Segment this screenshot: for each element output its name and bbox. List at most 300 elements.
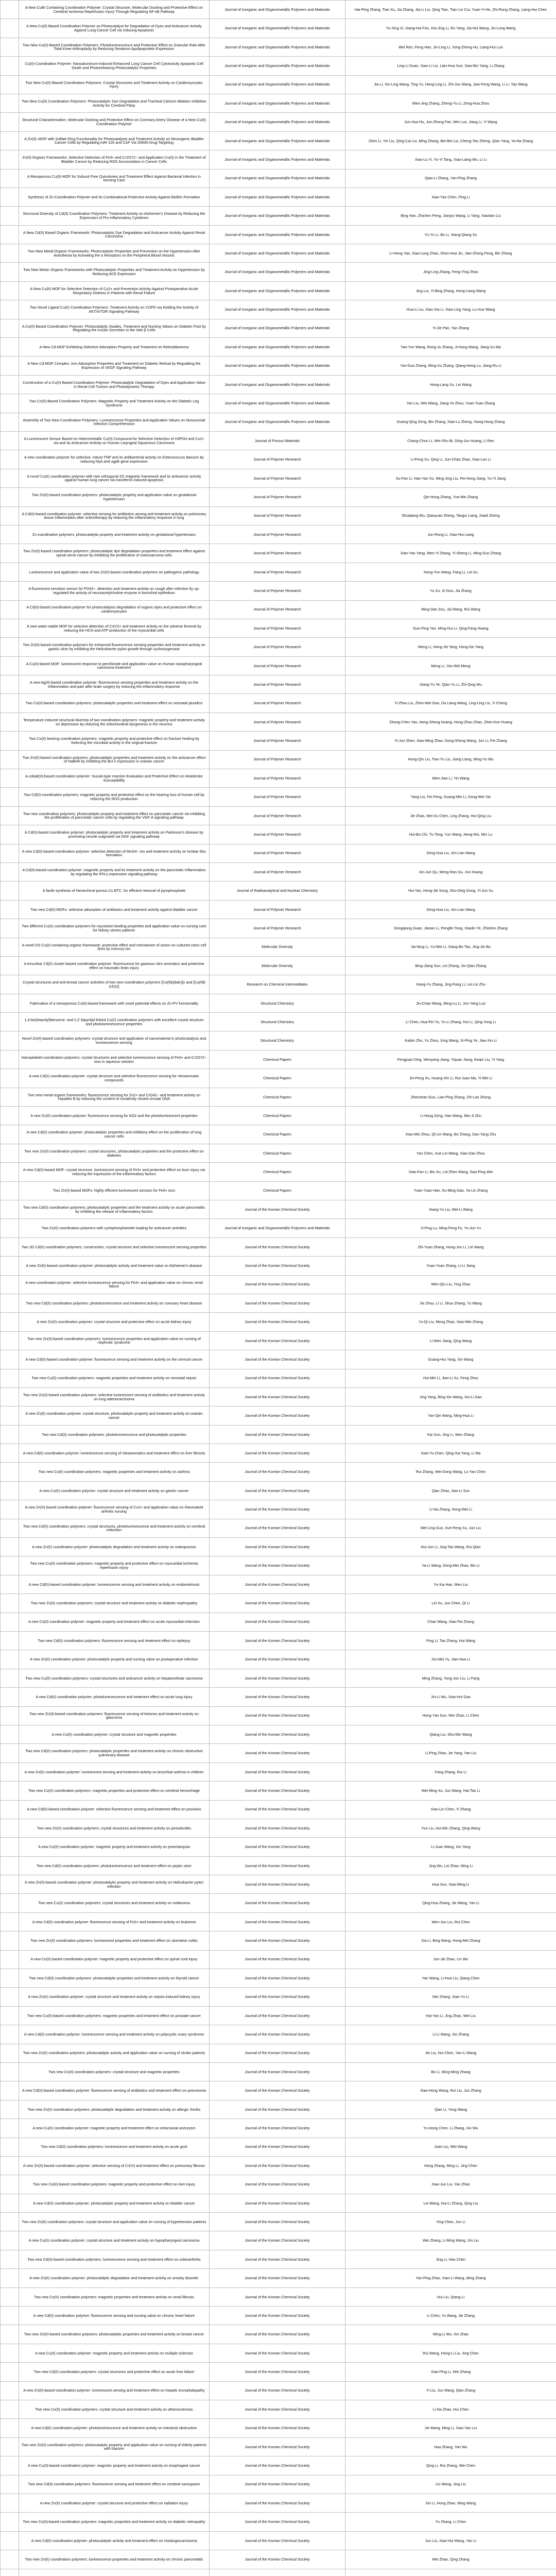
journal-name: Journal of the Korean Chemical Society	[210, 2231, 345, 2250]
row-number	[1, 919, 19, 938]
author-list: Qing Li, Rui Zhang, Wei Chen	[345, 2456, 556, 2475]
article-title: A new Cd(II) coordination polymer: crystal structure and selective fluorescence sensing for nitroaromatic compounds	[19, 1069, 210, 1088]
author-list: Kai Sun, Jing Li, Wen Zhang	[345, 1425, 556, 1444]
journal-name: Journal of the Korean Chemical Society	[210, 1556, 345, 1575]
table-row	[1, 469, 556, 487]
author-list: Hong-Qin Liu, Tian-Yu Liu, Jiang Liang, Ming-Yu Wu	[345, 750, 556, 769]
article-title: A new Zn(II)-based coordination polymer: fluorescence sensing of Cu2+ and application value on rheumatoid arthritis nursing	[19, 1500, 210, 1519]
article-title: A new Co(II) coordination polymer: magnetic property and treatment activity on preeclampsia	[19, 1838, 210, 1856]
article-title: Two new Cu(II) coordination polymers: crystal structures and anticancer activity on hepatocellular carcinoma	[19, 1669, 210, 1687]
row-number	[1, 1050, 19, 1069]
article-title: Two new coordination polymers: photocatalytic property and treatment effect on pancreatic cancer via inhibiting the proliferation of pancreatic cancer cells by regulating the VGF-A signaling pathway	[19, 806, 210, 825]
journal-name: Journal of Polymer Research	[210, 788, 345, 806]
row-number	[1, 57, 19, 75]
row-number	[1, 2513, 19, 2531]
journal-name: Journal of Inorganic and Organometallic Polymers and Materials	[210, 169, 345, 188]
table-row	[1, 2062, 556, 2081]
author-list: Jia-Ning Li, Yu-Wei Li, Xiang-Bo Tan, Jing-Jie Bu	[345, 938, 556, 956]
row-number	[1, 1219, 19, 1238]
table-row	[1, 975, 556, 994]
row-number	[1, 2456, 19, 2475]
row-number	[1, 1519, 19, 1537]
article-title: A new Cd(II) coordination polymer: luminescence sensing of nitroaromatics and treatment effect on liver fibrosis	[19, 1444, 210, 1463]
author-list: Kaibin Zhu, Yu Zhou, Xing Wang, Xi-Ping Ye, Jian-Xin Li	[345, 1031, 556, 1050]
table-row	[1, 1481, 556, 1500]
journal-name: Journal of Inorganic and Organometallic Polymers and Materials	[210, 57, 345, 75]
journal-name: Journal of Polymer Research	[210, 506, 345, 525]
article-title: 1,3-bis(triazolyl)benzene- and 2,2'-bipyridyl-linked Cu(II) coordination polymers with excellent crystal structure and photoluminescence properties	[19, 1013, 210, 1031]
author-list: Yi-Jie Pan, Yan Zhang	[345, 319, 556, 337]
journal-name: Journal of the Korean Chemical Society	[210, 2194, 345, 2212]
article-title: A new Zn(II)-based coordination polymer: luminescent sensing and treatment effect on hepatic encephalopathy	[19, 2381, 210, 2400]
table-row	[1, 600, 556, 619]
author-list: Guang-Hui Yang, Xin Wang	[345, 1350, 556, 1369]
journal-name: Journal of Inorganic and Organometallic Polymers and Materials	[210, 150, 345, 169]
row-number	[1, 450, 19, 469]
table-row	[1, 2156, 556, 2175]
journal-name: Journal of the Korean Chemical Society	[210, 2100, 345, 2119]
journal-name: Journal of the Korean Chemical Society	[210, 2250, 345, 2268]
table-row	[1, 506, 556, 525]
author-list: Yu-Xia Han, Wen Liu	[345, 1575, 556, 1594]
author-list: Hui-Min Li, Jian-Li Xu, Feng Zhou	[345, 1369, 556, 1387]
article-title: Two Zn(II)-based MOFs: highly efficient luminescent sensors for Fe3+ ions	[19, 1181, 210, 1200]
journal-name: Journal of Polymer Research	[210, 694, 345, 713]
article-title: Luminescence and application value of two Zn(II)-based coordination polymers on pathogenic pathology	[19, 563, 210, 581]
journal-name: Journal of the Korean Chemical Society	[210, 1819, 345, 1837]
row-number	[1, 1481, 19, 1500]
article-title: Two New Metal-Organic Frameworks: Photocatalytic Properties and Prevention on the Hypertension After Anesthesia by Activating the α Receptors on the Peripheral Blood Vessels	[19, 244, 210, 263]
author-list: Hui Liu, Qiang Li	[345, 2287, 556, 2306]
article-title: A new Cd(II) coordination polymer: photocatalytic property and treatment activity on bladder cancer	[19, 2194, 210, 2212]
table-row	[1, 1200, 556, 1219]
author-list: Hua-Li Liu, Xiao-Xia Li, Xiao-Ling Yang, Lu-Xue Wang	[345, 300, 556, 319]
journal-name: Molecular Diversity	[210, 956, 345, 975]
author-list: Wei-Ming Xu, Jun Wang, Hai-Tao Li	[345, 1782, 556, 1800]
author-list: Zhen Li, Yin Liu, Qing-Cai Liu, Ming Zhang, Bei-Bei Liu, Cheng-Tao Zheng, Qian Yang, Ya-Na Zhang	[345, 131, 556, 150]
journal-name: Journal of the Korean Chemical Society	[210, 2325, 345, 2344]
row-number	[1, 1762, 19, 1781]
journal-name: Journal of the Korean Chemical Society	[210, 1275, 345, 1294]
journal-name: Journal of the Korean Chemical Society	[210, 1369, 345, 1387]
row-number	[1, 338, 19, 357]
author-list: Wei Zhao, Qing Zhang	[345, 2550, 556, 2569]
article-title: Two new Cd(II) coordination polymers: photocatalytic properties and treatment activity on chronic obstructive pulmonary disease	[19, 1744, 210, 1762]
author-list: Meng Li, Yan-Wei Meng	[345, 656, 556, 675]
journal-name: Structural Chemistry	[210, 1013, 345, 1031]
table-row	[1, 994, 556, 1012]
row-number	[1, 94, 19, 112]
journal-name: Journal of Polymer Research	[210, 844, 345, 862]
row-number	[1, 207, 19, 225]
article-title: Two new Zn(II)-based coordination polymers: selective luminescent sensing of antibiotics and treatment activity on lung adenocarcinoma	[19, 1387, 210, 1406]
author-list: Hong-Yan Sun, Wei Zhao, Li Chen	[345, 1706, 556, 1725]
table-row	[1, 2363, 556, 2381]
author-list: Jin-Chao Wang, Ming-Lu Li, Jun-Yang Luo	[345, 994, 556, 1012]
table-row	[1, 788, 556, 806]
journal-name: Chemical Papers	[210, 1069, 345, 1088]
author-list: Li-Hong Yao, Xiao-Long Zhao, Shun-Hua Jin, Jian-Zhong Peng, Bin Zhang	[345, 244, 556, 263]
article-title: Two new Zn(II)-based coordination polymers: photocatalytic properties and treatment activity on breast cancer	[19, 2325, 210, 2344]
author-list: Yan-Qin Wang, Ming-Hua Li	[345, 1406, 556, 1425]
author-list: Shuiqiang Wu, Qiaoyuan Zheng, Tangui Liang, Xiaoli Zheng	[345, 506, 556, 525]
article-title: Two new Cd(II) coordination polymers: photocatalytic properties and treatment activity on thyroid cancer	[19, 1969, 210, 1988]
table-row	[1, 1556, 556, 1575]
article-title: A New Cd-MOF Complex: Iron Adsorption Properties and Treatment on Diabetic Retinal by Regulating the Expression of VEGF Signaling Pathway	[19, 357, 210, 375]
author-list: Li-Ping Zhao, Jie Yang, Yan Liu	[345, 1744, 556, 1762]
row-number	[1, 2419, 19, 2437]
row-number	[1, 525, 19, 544]
article-title: Two new Zn(II) coordination polymers: luminescence properties and treatment activity on chronic pancreatitis	[19, 2550, 210, 2569]
author-list: Yi-Jun Shen, Xiao-Ming Zhao, Dong-Sheng Wang, Jun Li, Pei Zhang	[345, 732, 556, 750]
article-title: A new Zn(II)-based coordination polymer: photocatalytic activity and treatment value on Alzheimer's disease	[19, 1257, 210, 1275]
table-row	[1, 544, 556, 563]
row-number	[1, 1163, 19, 1181]
author-list: Yuan-Yuan Zhang, Li-Li Jiang	[345, 1257, 556, 1275]
table-row	[1, 244, 556, 263]
journal-name: Journal of Polymer Research	[210, 582, 345, 600]
row-number	[1, 2550, 19, 2569]
table-row	[1, 1838, 556, 1856]
article-title: A Cd(II)-based coordination polymer for photocatalysis degradation of organic dyes and protective effect on cardiomyocytes	[19, 600, 210, 619]
row-number	[1, 2437, 19, 2456]
table-row	[1, 113, 556, 131]
row-number	[1, 938, 19, 956]
article-title: Two Cd(II)-coordination polymers: magnetic property and protective effect on the hearing loss of human cell by reducing the ROS production	[19, 788, 210, 806]
author-list: Bing-Jiang Sun, Lei Zhang, Jin-Qiao Zhang	[345, 956, 556, 975]
table-row	[1, 732, 556, 750]
row-number	[1, 2494, 19, 2512]
journal-name: Journal of Inorganic and Organometallic Polymers and Materials	[210, 94, 345, 112]
article-title: A new Cd(II) coordination polymer: photocatalytic properties and inhibitory effect on the proliferation of lung cancer cells	[19, 1125, 210, 1144]
author-list: Xiao-Mei Zhou, Qi-Lin Wang, Bo Zhang, Dan-Yang Zhu	[345, 1125, 556, 1144]
table-row	[1, 1538, 556, 1556]
journal-name: Journal of the Korean Chemical Society	[210, 1762, 345, 1781]
journal-name: Journal of Polymer Research	[210, 619, 345, 637]
journal-name: Journal of the Korean Chemical Society	[210, 1313, 345, 1331]
article-title: Two New Metal–Organic Frameworks with Photocatalytic Properties and Treatment Activity on Hypertension by Reducing ACE Expression	[19, 263, 210, 281]
journal-name: Journal of the Korean Chemical Society	[210, 1688, 345, 1706]
article-title: Two Zn(II)-based coordination polymers for enhanced fluorescence sensing properties and treatment activity on gastric ulcer by inhibiting the Helicobacter pylori growth through cyclooxygenase	[19, 638, 210, 656]
journal-name: Journal of the Korean Chemical Society	[210, 2437, 345, 2456]
author-list: Hong-Lang Xu, Lei Wang	[345, 375, 556, 394]
row-number	[1, 1257, 19, 1275]
table-row	[1, 131, 556, 150]
author-list: Lei Xu, Jun Chen, Qi Li	[345, 1594, 556, 1613]
row-number	[1, 1575, 19, 1594]
journal-name: Chemical Papers	[210, 1144, 345, 1162]
row-number	[1, 1387, 19, 1406]
author-list: Wei Zhang, Li-Ming Wang, Xin Liu	[345, 2231, 556, 2250]
row-number	[1, 225, 19, 244]
row-number	[1, 413, 19, 431]
author-list: Yi Liu, Jun Wang, Qian Zhang	[345, 2381, 556, 2400]
row-number	[1, 713, 19, 731]
journal-name: Journal of the Korean Chemical Society	[210, 2307, 345, 2325]
article-title: Two new Zn(II) coordination polymers: photocatalytic activity and application value on nursing of stroke patients	[19, 2044, 210, 2062]
row-number	[1, 1744, 19, 1762]
table-row	[1, 2437, 556, 2456]
table-row	[1, 19, 556, 38]
journal-name: Journal of the Korean Chemical Society	[210, 1894, 345, 1912]
row-number	[1, 2344, 19, 2362]
article-title: A new Zn(II) coordination polymer: crystal structure and protective effect on acute kidney injury	[19, 1313, 210, 1331]
author-list: Mei Zhang, Xiao-Yu Li	[345, 1988, 556, 2006]
row-number	[1, 1650, 19, 1669]
journal-name: Journal of the Korean Chemical Society	[210, 1538, 345, 1556]
journal-name: Journal of the Korean Chemical Society	[210, 2494, 345, 2512]
author-list: Li-Na Zhang, Hong-Wei Li	[345, 1500, 556, 1519]
article-title: Structural Diversity of Cd(II) Coordination Polymers: Treatment Activity on Alzheimer's Disease by Reducing the Expression of Pro-inflammatory Cytokines	[19, 207, 210, 225]
table-row	[1, 1575, 556, 1594]
article-title: A new Cd(II)-based coordination polymer: fluorescence sensing and treatment activity on the cervical cancer	[19, 1350, 210, 1369]
journal-name: Journal of the Korean Chemical Society	[210, 2175, 345, 2194]
table-row	[1, 2081, 556, 2100]
row-number	[1, 1538, 19, 1556]
table-row	[1, 2381, 556, 2400]
journal-name: Journal of Polymer Research	[210, 450, 345, 469]
journal-name: Journal of Inorganic and Organometallic Polymers and Materials	[210, 357, 345, 375]
journal-name: Journal of the Korean Chemical Society	[210, 1706, 345, 1725]
author-list: Jun-Hua Hu, Jun-Zhong Fan, Wei Luo, Jiang Li, Yi Wang	[345, 113, 556, 131]
author-list: Yu-Qi Liu, Meng Zhao, Xiao-Wei Zhang	[345, 1313, 556, 1331]
table-row	[1, 2456, 556, 2475]
author-list: Jia Li, Xin-Ling Wang, Ting Yu, Hong-Ling Li, Zhi-Jun Wang, Jian-Feng Wang, Li Li, Tao Wang	[345, 75, 556, 94]
journal-name: Journal of the Korean Chemical Society	[210, 1744, 345, 1762]
author-list: Hong Zhang, Ming Li, Jing Chen	[345, 2156, 556, 2175]
table-row	[1, 75, 556, 94]
article-title: Two new metal-organic frameworks: fluorescence sensing for Zn2+ and CrO42− and treatment activity on hepatitis B by reducing the content of covalently closed circular DNA	[19, 1088, 210, 1106]
journal-name: Journal of the Korean Chemical Society	[210, 2344, 345, 2362]
author-list: Hai-Ping Zhang, Tian Xu, Jia Zhang, Jia-Li Liu, Qing Tian, Tian-Lin Cui, Yuan-Yi He, Zhi-Rong Zhang, Liang-Hui Chen	[345, 1, 556, 19]
journal-name: Journal of Polymer Research	[210, 769, 345, 788]
author-list: Mei-Ling Guo, Xue-Feng Xu, Jun Liu	[345, 1519, 556, 1537]
table-row	[1, 1631, 556, 1650]
journal-name: Journal of the Korean Chemical Society	[210, 1969, 345, 1988]
article-title: A cobalt(II)-based coordination polymer: Suzuki-type reaction Evaluation and Protective Effect on Heatstroke Susceptibility	[19, 769, 210, 788]
table-row	[1, 694, 556, 713]
author-list: Li-Na Zhao, Hui Chen	[345, 2400, 556, 2419]
author-list: Xiao-Fan Li, Bin Xu, Lei-Zhen Wang, Gao-Ping Wei	[345, 1163, 556, 1181]
author-list: Xiao-Yu Chen, Qing-Xia Yang, Li Ma	[345, 1444, 556, 1463]
author-list: Jing Li, Hao Chen	[345, 2250, 556, 2268]
article-title: Two new Cu(II) coordination polymers: crystal structures and treatment activity on melanoma	[19, 1894, 210, 1912]
article-title: A Mesoporous Cu(II)-MOF for Subunit Free Quinolones and Treatment Effect Against Bacterial Infection in Nursing Care	[19, 169, 210, 188]
table-row	[1, 525, 556, 544]
row-number	[1, 1425, 19, 1444]
journal-name: Journal of the Korean Chemical Society	[210, 2363, 345, 2381]
article-title: Two new Cd(II) coordination polymers: photoluminescence and treatment activity on coronary heart disease	[19, 1294, 210, 1312]
table-row	[1, 1856, 556, 1875]
article-title: Two Novel Ligand Cu(II) Coordination Polymers: Treatment Activity on COPD via Holding the Activity of AKT/mTOR Signaling Pathway	[19, 300, 210, 319]
article-title: Two new Cd(II)-based coordination polymers: luminescence sensing and treatment effect on osteoarthritis	[19, 2250, 210, 2268]
journal-name: Journal of the Korean Chemical Society	[210, 1988, 345, 2006]
author-list: Wen-Jiao Li, Yin Wang	[345, 769, 556, 788]
article-title: A Cd(II)-based coordination polymer: selective sensing for antibiotics among anti-treatment activity on pulmonary tissue inflammation after sclerotherapy by reducing the inflammatory response in lung	[19, 506, 210, 525]
journal-name: Journal of Polymer Research	[210, 469, 345, 487]
journal-name: Journal of Inorganic and Organometallic Polymers and Materials	[210, 225, 345, 244]
table-row	[1, 207, 556, 225]
journal-name: Journal of Inorganic and Organometallic Polymers and Materials	[210, 131, 345, 150]
article-title: A new Zn(II) coordination polymer: photocatalytic degradation and treatment activity on osteoporosis	[19, 1538, 210, 1556]
table-row	[1, 2325, 556, 2344]
table-row	[1, 1988, 556, 2006]
journal-name: Journal of Polymer Research	[210, 713, 345, 731]
row-number	[1, 1031, 19, 1050]
journal-name: Journal of Inorganic and Organometallic Polymers and Materials	[210, 300, 345, 319]
table-row	[1, 188, 556, 206]
table-row	[1, 2119, 556, 2138]
table-row	[1, 619, 556, 637]
table-row	[1, 57, 556, 75]
journal-name: Journal of the Korean Chemical Society	[210, 1238, 345, 1256]
article-title: Two new Co(II)-based coordination polymers: magnetic property and protective effect on liver injury	[19, 2175, 210, 2194]
row-number	[1, 2307, 19, 2325]
article-title: A new Zn(II) coordination polymer: luminescent sensing and treatment activity on bronchial asthma in children	[19, 1762, 210, 1781]
table-row	[1, 1, 556, 19]
row-number	[1, 300, 19, 319]
article-title: A new Cd(II)-based coordination polymer: fluorescence sensing of antibiotics and treatment effect on pneumonia	[19, 2081, 210, 2100]
row-number	[1, 2119, 19, 2138]
article-title: A trinuclear Cd(II) cluster-based coordination polymer: fluorescence for gaseous nitro aromatics and protective effect on traumatic brain injury	[19, 956, 210, 975]
row-number	[1, 375, 19, 394]
article-title: A fluorescent sensitive sensor for PO43−, detection and treatment activity on cough after infection by up-regulated the activity of neuroacetylcholine enzyme in bronchial epithelium	[19, 582, 210, 600]
article-title: Two New Cu(II)-Based Coordination Polymers: Photoluminescence and Protective Effect on Granular Rats After Total Knee Arthroplasty by Reducing Seratonin Apolipoprotein Expression	[19, 38, 210, 56]
journal-name: Journal of the Korean Chemical Society	[210, 1425, 345, 1444]
author-list: Yan Wang, Li-Hua Liu, Qiang Chen	[345, 1969, 556, 1988]
journal-name: Journal of the Korean Chemical Society	[210, 1350, 345, 1369]
author-list: Hui-Jun Li, Jing-Tao Wang, Rui Qian	[345, 1538, 556, 1556]
row-number	[1, 1088, 19, 1106]
article-title: Two new Zn(II)-based coordination polymers: fluorescence sensing of ketones and treatment activity on glaucoma	[19, 1706, 210, 1725]
row-number	[1, 2044, 19, 2062]
article-title: A new Zn(II) coordination polymer: photocatalytic property and nursing value on postoperative infection	[19, 1650, 210, 1669]
author-list: Ya-Li Wang, Dong-Mei Zhao, Bin Li	[345, 1556, 556, 1575]
author-list: Rui Zhang, Wei-Dong Wang, Lu-Yan Chen	[345, 1463, 556, 1481]
author-list: Meng Li, Hong-Jie Tang, Hong-Ge Yang	[345, 638, 556, 656]
author-list: Hui-Bo Chi, Tu-Tong, Yun Wang, Heng-Wu, Min Lu	[345, 825, 556, 844]
table-row	[1, 806, 556, 825]
table-row	[1, 1463, 556, 1481]
row-number	[1, 563, 19, 581]
author-list: Xin-Jun Qu, Meng-Ran Gu, Jun Huang	[345, 862, 556, 881]
article-title: Two new Zn(II) coordination polymers: luminescent properties and treatment effect on ulcerative colitis	[19, 1931, 210, 1950]
article-title: Assembly of Two New Coordination Polymers: Luminescence Properties and Application Values on Nosocomial Infection Comprehension	[19, 413, 210, 431]
journal-name	[210, 2569, 345, 2576]
table-row	[1, 1257, 556, 1275]
row-number	[1, 2381, 19, 2400]
article-title: A new coordination polymer: selective luminescence sensing for Fe3+ and application value on chronic renal failure	[19, 1275, 210, 1294]
article-title: Two new Zn(II) coordination polymers: crystal structure and treatment activity on diabetic nephropathy	[19, 1594, 210, 1613]
author-list: Yan-Guo Zhang, Ming-Xu Zhang, Qiang-Hong Lu, Jiang-Ru Li	[345, 357, 556, 375]
row-number	[1, 188, 19, 206]
table-row	[1, 1013, 556, 1031]
journal-name: Journal of Polymer Research	[210, 675, 345, 694]
journal-name: Journal of Inorganic and Organometallic Polymers and Materials	[210, 75, 345, 94]
author-list: Yu-Yu Li, Bo Li, Xiang-Qiang Xu	[345, 225, 556, 244]
row-number	[1, 1463, 19, 1481]
article-title: Two Cu(II) bearing coordination polymers: magnetic property and protective effect on fracture healing by Selecting the microbial activity in the original fracture	[19, 732, 210, 750]
journal-name: Journal of Radioanalytical and Nuclear Chemistry	[210, 882, 345, 900]
row-number	[1, 1875, 19, 1894]
author-list: Hui Yan, Hong-Jie Song, Shu-Ding Gong, Yi-Jun Xu	[345, 882, 556, 900]
row-number	[1, 131, 19, 150]
article-title: Zn(II)-Organic Frameworks: Selective Detection of Fe3+ and Cr2O72− and Application Cu(II) in the Treatment of Bladder Cancer by Reducing ROS Accumulation in Cancer Cells	[19, 150, 210, 169]
row-number	[1, 2325, 19, 2344]
article-title: A New Cu(II) Based Coordination Polymer as Photocatalyst for Degradation of Dyes and Anticancer Activity Against Lung Cancer Cell via Inducing Apoptosis	[19, 19, 210, 38]
article-title: A new Zn(II)-based coordination polymer: selective sensing of Cr(VI) and treatment effect on pulmonary fibrosis	[19, 2156, 210, 2175]
journal-name: Chemical Papers	[210, 1181, 345, 1200]
journal-name: Chemical Papers	[210, 1088, 345, 1106]
article-title: A Zn(II)–MOF with Sulfate Ring Functionality for Photocatalysis and Treatment Activity on Neurogenic Bladder Cancer Cells by Regulating miR-126 and CAF Via SNMS-Drug Targeting	[19, 131, 210, 150]
author-list: Chang-Chun Li, Wei-Shu Bi, Ding-Jun Huang, Li Ren	[345, 431, 556, 450]
row-number	[1, 488, 19, 506]
row-number	[1, 1275, 19, 1294]
article-title: A novel DS Cu(II)-containing organic framework: protective effect and mechanism of action on cultured colon cell lines by mercury ion	[19, 938, 210, 956]
row-number	[1, 1369, 19, 1387]
author-list: Xiao-Hong Wang, Rui Liu, Jun Zhang	[345, 2081, 556, 2100]
journal-name: Journal of Polymer Research	[210, 563, 345, 581]
row-number	[1, 1856, 19, 1875]
journal-name: Journal of Polymer Research	[210, 825, 345, 844]
author-list: Guang-Qing Zeng, Bin Zhang, Xiao-Lu Zheng, Xiang-Hong Zhang	[345, 413, 556, 431]
journal-name: Journal of the Korean Chemical Society	[210, 1257, 345, 1275]
row-number	[1, 75, 19, 94]
row-number	[1, 2475, 19, 2494]
journal-name: Journal of Inorganic and Organometallic Polymers and Materials	[210, 413, 345, 431]
table-row	[1, 563, 556, 581]
author-list: Jun Liu, Xiao-Hui Wang, Yan Li	[345, 2531, 556, 2550]
article-title: A new Cd(II)-based coordination polymer: luminescence sensing and treatment activity on endometriosis	[19, 1575, 210, 1594]
article-title: Two Zn(II)-based coordination polymers: photocatalytic property and application value on gestational hypertension	[19, 488, 210, 506]
table-row	[1, 1181, 556, 1200]
table-row	[1, 1088, 556, 1106]
table-row	[1, 1706, 556, 1725]
row-number	[1, 2081, 19, 2100]
table-row	[1, 2494, 556, 2512]
table-row	[1, 413, 556, 431]
article-title: A new Cd(II)-based coordination polymer: selective detection of MnO4− ion and treatment activity on lumbar disc herniation	[19, 844, 210, 862]
author-list: Zeng-Hua Liu, Xin-Lian Wang	[345, 900, 556, 919]
row-number	[1, 169, 19, 188]
table-row	[1, 357, 556, 375]
article-title: Nanoplatelet coordination polymers: crystal structures and selective luminescence sensing of Fe3+ and Cr2O72− ions in aqueous solution	[19, 1050, 210, 1069]
journal-name: Journal of the Korean Chemical Society	[210, 1631, 345, 1650]
author-list: Xiu-Mei Yu, Jian-Hua Li	[345, 1650, 556, 1669]
journal-name: Journal of Polymer Research	[210, 544, 345, 563]
table-row	[1, 2531, 556, 2550]
journal-name: Journal of Inorganic and Organometallic Polymers and Materials	[210, 244, 345, 263]
table-row	[1, 1069, 556, 1088]
row-number	[1, 2062, 19, 2081]
journal-name: Journal of the Korean Chemical Society	[210, 2213, 345, 2231]
table-row	[1, 582, 556, 600]
table-row	[1, 2569, 556, 2576]
author-list: Lin Wang, Jing Liu	[345, 2475, 556, 2494]
article-title: Two Zn(II)-based coordination polymers: photocatalytic properties and treatment activity on the anticancer effect of NaBH4 by inhibiting the Bcl-2 expression in ovarian cancer	[19, 750, 210, 769]
journal-name: Journal of the Korean Chemical Society	[210, 2119, 345, 2138]
author-list: Yan-Yun Wang, Rong-Ju Zhang, Ji-Hong Wang, Jiang-Xu Ma	[345, 338, 556, 357]
table-row	[1, 1950, 556, 1969]
row-number	[1, 1782, 19, 1800]
author-list: Jing Wu, Lei Zhao, Ming Li	[345, 1856, 556, 1875]
table-row	[1, 882, 556, 900]
table-row	[1, 2175, 556, 2194]
author-list: Yan Chen, Xue-Lei Wang, Xiao-Dan Zhou	[345, 1144, 556, 1162]
table-row	[1, 1613, 556, 1631]
table-row	[1, 281, 556, 300]
table-row	[1, 1912, 556, 1931]
